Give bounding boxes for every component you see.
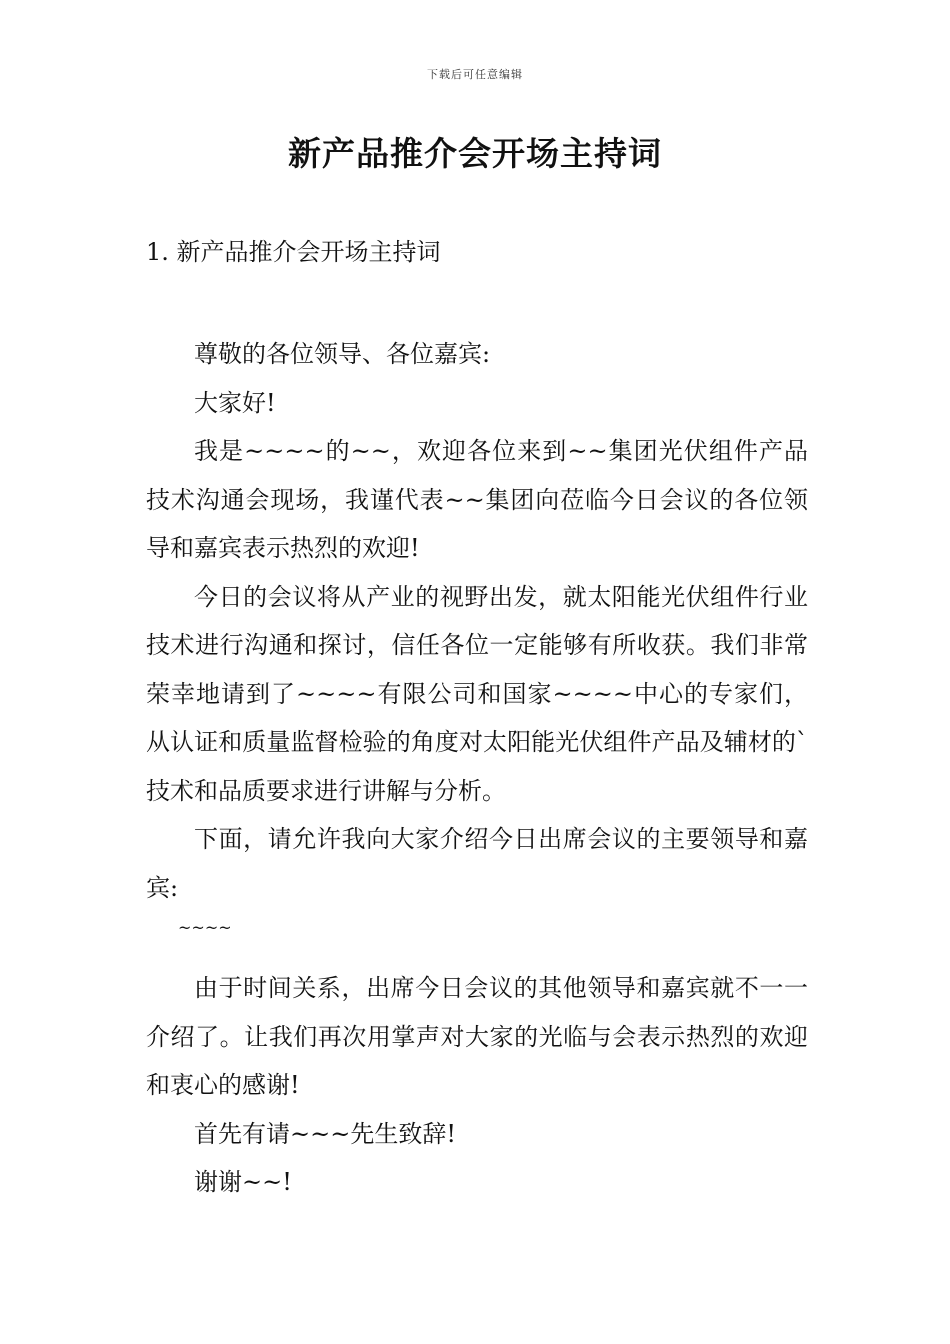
document-body [146, 330, 808, 1207]
paragraph-salutation: 尊敬的各位领导、各位嘉宾: [194, 340, 491, 368]
paragraph-welcome: 我是~~~~的~~，欢迎各位来到~~集团光伏组件产品技术沟通会现场，我谨代表~~集团向莅临今日会议的各位领导和嘉宾表示热烈的欢迎! [146, 437, 808, 562]
paragraph-thanks: 由于时间关系，出席今日会议的其他领导和嘉宾就不一一介绍了。让我们再次用掌声对大家的光临与会表示热烈的欢迎和衷心的感谢! [146, 974, 808, 1099]
paragraph-introduction: 下面，请允许我向大家介绍今日出席会议的主要领导和嘉宾: [146, 825, 808, 902]
paragraph-greeting: 大家好! [194, 388, 276, 417]
section-heading: 1. 新产品推介会开场主持词 [146, 238, 441, 266]
document-title: 新产品推介会开场主持词 [288, 134, 662, 173]
paragraph-closing: 谢谢~~! [194, 1168, 292, 1196]
paragraph-guest-list: ~~~~ [178, 918, 232, 937]
paragraph-agenda: 今日的会议将从产业的视野出发，就太阳能光伏组件行业技术进行沟通和探讨，信任各位一定能够有所收获。我们非常荣幸地请到了~~~~有限公司和国家~~~~中心的专家们，从认证和质量监督检验的角度对太阳能光伏组件产品及辅材的`技术和品质要求进行讲解与分析。 [146, 582, 808, 805]
paragraph-invite-speech: 首先有请~~~先生致辞! [194, 1119, 456, 1148]
header-note: 下载后可任意编辑 [427, 68, 523, 81]
